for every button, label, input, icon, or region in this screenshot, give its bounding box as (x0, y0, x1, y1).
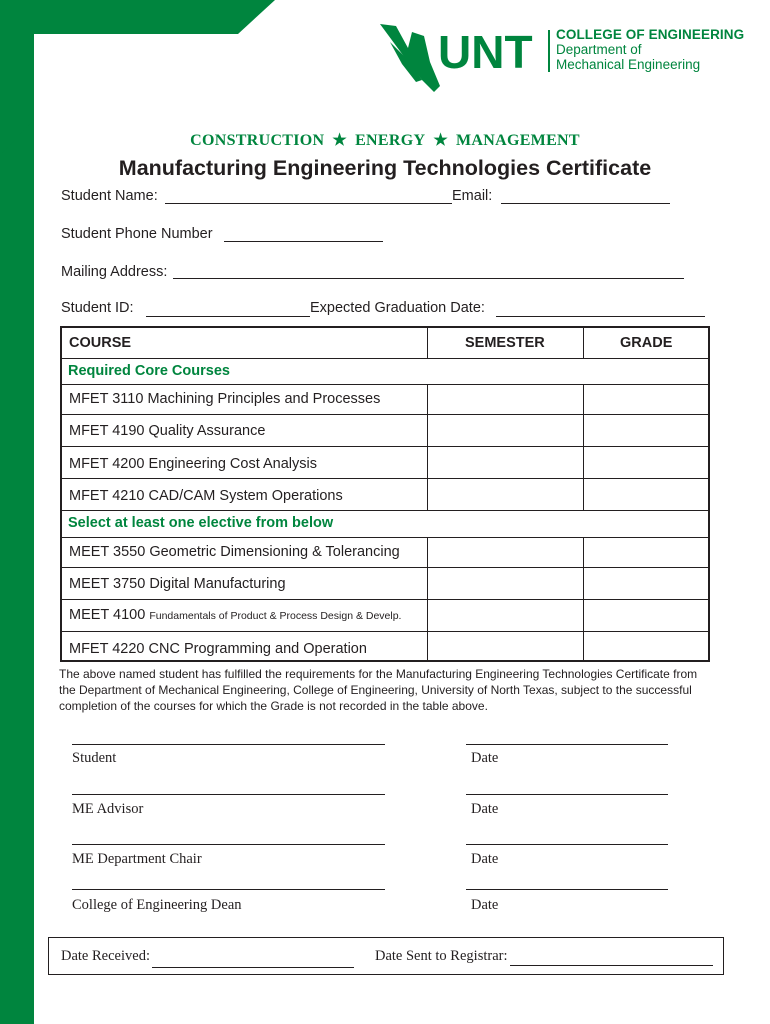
mailing-address-field[interactable] (173, 278, 684, 279)
student-id-field[interactable] (146, 316, 310, 317)
semester-cell[interactable] (427, 567, 584, 600)
semester-cell[interactable] (427, 414, 584, 447)
semester-cell[interactable] (427, 631, 584, 662)
table-row: MEET 3550 Geometric Dimensioning & Tolerancing (69, 544, 400, 560)
tagline-management: MANAGEMENT (455, 132, 580, 149)
phone-label: Student Phone Number (61, 226, 213, 242)
table-row: MFET 4200 Engineering Cost Analysis (69, 456, 317, 472)
chair-date-label: Date (471, 851, 499, 867)
table-row: MFET 4210 CAD/CAM System Operations (69, 488, 343, 504)
header-divider (60, 358, 710, 359)
grade-cell[interactable] (583, 478, 710, 511)
email-field[interactable] (501, 203, 670, 204)
chair-date-line[interactable] (466, 844, 668, 845)
unt-wordmark: UNT (438, 26, 533, 78)
student-date-label: Date (471, 750, 499, 766)
course-header: COURSE (69, 335, 132, 351)
table-row (69, 607, 401, 623)
chair-signature-label: ME Department Chair (72, 851, 202, 867)
chair-signature-line[interactable] (72, 844, 385, 845)
dean-signature-label: College of Engineering Dean (72, 897, 242, 913)
semester-cell[interactable] (427, 384, 584, 415)
student-id-label: Student ID: (61, 300, 134, 316)
phone-field[interactable] (224, 241, 383, 242)
graduation-date-label: Expected Graduation Date: (310, 300, 485, 316)
grade-cell[interactable] (583, 446, 710, 479)
star-icon: ★ (332, 132, 348, 149)
student-signature-line[interactable] (72, 744, 385, 745)
table-row: MEET 3750 Digital Manufacturing (69, 576, 286, 592)
advisor-signature-label: ME Advisor (72, 801, 144, 817)
date-sent-label: Date Sent to Registrar: (375, 948, 508, 964)
page-title: Manufacturing Engineering Technologies Certificate (118, 156, 652, 180)
eagle-logo-icon (378, 22, 548, 94)
tagline (0, 130, 770, 150)
dean-signature-line[interactable] (72, 889, 385, 890)
date-sent-field[interactable] (510, 965, 713, 966)
college-name: COLLEGE OF ENGINEERING (556, 27, 745, 42)
advisor-date-line[interactable] (466, 794, 668, 795)
department-heading (556, 27, 744, 72)
table-row: MFET 3110 Machining Principles and Processes (69, 391, 381, 407)
student-name-label: Student Name: (61, 188, 158, 204)
mailing-address-label: Mailing Address: (61, 264, 168, 280)
star-icon: ★ (433, 132, 448, 149)
table-row: MFET 4220 CNC Programming and Operation (69, 641, 367, 657)
course-code: MEET 4100 (69, 607, 146, 623)
semester-cell[interactable] (427, 478, 584, 511)
grade-cell[interactable] (583, 599, 710, 632)
advisor-signature-line[interactable] (72, 794, 385, 795)
semester-cell[interactable] (427, 599, 584, 632)
required-courses-label: Required Core Courses (68, 363, 230, 379)
tagline-construction: CONSTRUCTION (190, 132, 325, 149)
department-line-1: Department of (556, 42, 642, 57)
grade-cell[interactable] (583, 567, 710, 600)
semester-cell[interactable] (427, 446, 584, 479)
grade-cell[interactable] (583, 537, 710, 568)
date-received-field[interactable] (152, 967, 354, 968)
grade-cell[interactable] (583, 384, 710, 415)
department-line-2: Mechanical Engineering (556, 57, 701, 72)
tagline-energy: ENERGY (355, 132, 426, 149)
graduation-date-field[interactable] (496, 316, 705, 317)
row-divider (60, 510, 710, 511)
advisor-date-label: Date (471, 801, 499, 817)
grade-cell[interactable] (583, 414, 710, 447)
student-name-field[interactable] (165, 203, 452, 204)
semester-header: SEMESTER (465, 335, 545, 351)
semester-cell[interactable] (427, 537, 584, 568)
logo-divider (548, 30, 550, 72)
student-signature-label: Student (72, 750, 117, 766)
email-label: Email: (452, 188, 493, 204)
student-date-line[interactable] (466, 744, 668, 745)
date-received-label: Date Received: (61, 948, 150, 964)
statement-paragraph: The above named student has fulfilled the requirements for the Manufacturing Engineering Technologies Certificate from the Department of Mechanical Engineering, College of Engineering, University of North Texas, subject to the successful completion of the courses for which the Grade is not recorded in the table above. (59, 667, 698, 713)
course-title-small: Fundamentals of Product & Process Design & Develp. (149, 610, 402, 622)
dean-date-label: Date (471, 897, 499, 913)
grade-cell[interactable] (583, 631, 710, 662)
grade-header: GRADE (620, 335, 673, 351)
table-row: MFET 4190 Quality Assurance (69, 423, 266, 439)
dean-date-line[interactable] (466, 889, 668, 890)
elective-label: Select at least one elective from below (68, 515, 334, 531)
